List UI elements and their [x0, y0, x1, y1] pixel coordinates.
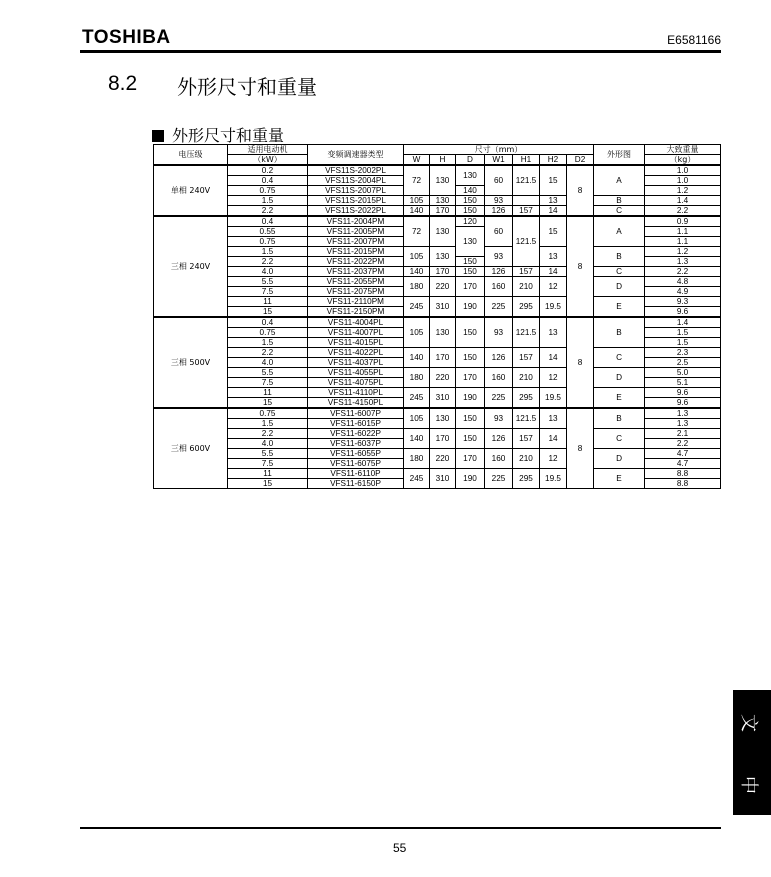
drawing-cell: C: [594, 348, 645, 368]
w-cell: 180: [404, 449, 430, 469]
h1-cell: 295: [513, 469, 540, 489]
h2-cell: 19.5: [540, 388, 567, 409]
weight-cell: 8.8: [645, 479, 721, 489]
table-row: [154, 469, 721, 479]
header-d: D: [456, 155, 485, 166]
voltage-cell: 三相 240V: [154, 216, 228, 317]
d-cell: 150: [456, 429, 485, 449]
h-cell: 130: [430, 216, 456, 247]
w-cell: 180: [404, 277, 430, 297]
header-w1: W1: [485, 155, 513, 166]
dimensions-weight-table: [153, 144, 721, 489]
table-row: [154, 247, 721, 257]
weight-cell: 1.1: [645, 237, 721, 247]
h1-cell: 295: [513, 388, 540, 409]
weight-cell: 4.8: [645, 277, 721, 287]
weight-cell: 4.7: [645, 449, 721, 459]
d-cell: 190: [456, 388, 485, 409]
d-cell: 190: [456, 469, 485, 489]
h2-cell: 15: [540, 216, 567, 247]
weight-cell: 1.0: [645, 165, 721, 176]
kw-cell: 0.4: [228, 216, 308, 227]
kw-cell: 2.2: [228, 348, 308, 358]
weight-cell: 0.9: [645, 216, 721, 227]
model-cell: VFS11-2110PM: [308, 297, 404, 307]
h1-cell: 210: [513, 449, 540, 469]
kw-cell: 0.2: [228, 165, 308, 176]
header-motor-unit: （kW）: [228, 155, 308, 166]
d-cell: 150: [456, 408, 485, 429]
model-cell: VFS11-6022P: [308, 429, 404, 439]
d-cell: 130: [456, 227, 485, 257]
h2-cell: 13: [540, 408, 567, 429]
w1-cell: 93: [485, 196, 513, 206]
kw-cell: 15: [228, 479, 308, 489]
w-cell: 245: [404, 469, 430, 489]
kw-cell: 1.5: [228, 196, 308, 206]
w-cell: 140: [404, 348, 430, 368]
d-cell: 150: [456, 348, 485, 368]
w1-cell: 60: [485, 216, 513, 247]
w-cell: 72: [404, 216, 430, 247]
d-cell: 140: [456, 186, 485, 196]
kw-cell: 2.2: [228, 206, 308, 217]
model-cell: VFS11S-2022PL: [308, 206, 404, 217]
h-cell: 130: [430, 408, 456, 429]
weight-cell: 1.2: [645, 186, 721, 196]
table-row: [154, 348, 721, 358]
model-cell: VFS11-6075P: [308, 459, 404, 469]
table-row: [154, 267, 721, 277]
d2-cell: 8: [567, 165, 594, 216]
header-weight-unit: （kg）: [645, 155, 721, 166]
model-cell: VFS11-4004PL: [308, 317, 404, 328]
model-cell: VFS11-2015PM: [308, 247, 404, 257]
side-tab-char: 文: [738, 714, 759, 732]
header-dimensions: 尺寸（mm）: [404, 145, 594, 155]
h-cell: 170: [430, 267, 456, 277]
square-bullet-icon: [152, 130, 164, 142]
drawing-cell: E: [594, 469, 645, 489]
h2-cell: 14: [540, 348, 567, 368]
w1-cell: 93: [485, 247, 513, 267]
model-cell: VFS11S-2007PL: [308, 186, 404, 196]
h2-cell: 12: [540, 277, 567, 297]
h2-cell: 13: [540, 247, 567, 267]
toshiba-logo: TOSHIBA: [82, 27, 171, 48]
d-cell: 150: [456, 257, 485, 267]
kw-cell: 0.4: [228, 317, 308, 328]
weight-cell: 1.1: [645, 227, 721, 237]
w1-cell: 60: [485, 165, 513, 196]
h2-cell: 13: [540, 196, 567, 206]
weight-cell: 9.6: [645, 398, 721, 409]
kw-cell: 1.5: [228, 338, 308, 348]
d2-cell: 8: [567, 408, 594, 489]
kw-cell: 1.5: [228, 247, 308, 257]
model-cell: VFS11-2004PM: [308, 216, 404, 227]
kw-cell: 11: [228, 388, 308, 398]
weight-cell: 2.5: [645, 358, 721, 368]
kw-cell: 4.0: [228, 439, 308, 449]
drawing-cell: B: [594, 408, 645, 429]
w1-cell: 93: [485, 408, 513, 429]
h1-cell: 121.5: [513, 317, 540, 348]
table-row: [154, 196, 721, 206]
w1-cell: 160: [485, 368, 513, 388]
header-h2: H2: [540, 155, 567, 166]
section-title: 外形尺寸和重量: [177, 75, 317, 99]
drawing-cell: C: [594, 429, 645, 449]
table-row: [154, 388, 721, 398]
d-cell: 170: [456, 277, 485, 297]
w1-cell: 225: [485, 469, 513, 489]
kw-cell: 5.5: [228, 277, 308, 287]
weight-cell: 2.3: [645, 348, 721, 358]
d-cell: 120: [456, 216, 485, 227]
w-cell: 72: [404, 165, 430, 196]
model-cell: VFS11-2150PM: [308, 307, 404, 318]
model-cell: VFS11-2005PM: [308, 227, 404, 237]
model-cell: VFS11-2075PM: [308, 287, 404, 297]
header-d2: D2: [567, 155, 594, 166]
w-cell: 105: [404, 196, 430, 206]
kw-cell: 0.75: [228, 328, 308, 338]
drawing-cell: B: [594, 196, 645, 206]
model-cell: VFS11-4150PL: [308, 398, 404, 409]
drawing-cell: E: [594, 388, 645, 409]
header-h: H: [430, 155, 456, 166]
model-cell: VFS11-4110PL: [308, 388, 404, 398]
w1-cell: 126: [485, 348, 513, 368]
h1-cell: 157: [513, 429, 540, 449]
kw-cell: 0.55: [228, 227, 308, 237]
header-w: W: [404, 155, 430, 166]
w-cell: 140: [404, 267, 430, 277]
weight-cell: 1.3: [645, 408, 721, 419]
model-cell: VFS11S-2002PL: [308, 165, 404, 176]
kw-cell: 15: [228, 398, 308, 409]
voltage-cell: 三相 600V: [154, 408, 228, 489]
drawing-cell: D: [594, 449, 645, 469]
h1-cell: 210: [513, 368, 540, 388]
d-cell: 190: [456, 297, 485, 318]
table-row: [154, 368, 721, 378]
page-number: 55: [393, 841, 407, 855]
model-cell: VFS11-6037P: [308, 439, 404, 449]
kw-cell: 2.2: [228, 429, 308, 439]
model-cell: VFS11-6110P: [308, 469, 404, 479]
h1-cell: 295: [513, 297, 540, 318]
w1-cell: 93: [485, 317, 513, 348]
h-cell: 130: [430, 247, 456, 267]
table-row: [154, 277, 721, 287]
table-row: [154, 206, 721, 217]
kw-cell: 15: [228, 307, 308, 318]
table-row: [154, 429, 721, 439]
drawing-cell: B: [594, 247, 645, 267]
weight-cell: 1.4: [645, 196, 721, 206]
drawing-cell: A: [594, 165, 645, 196]
drawing-cell: D: [594, 368, 645, 388]
model-cell: VFS11S-2015PL: [308, 196, 404, 206]
model-cell: VFS11S-2004PL: [308, 176, 404, 186]
h-cell: 220: [430, 277, 456, 297]
kw-cell: 7.5: [228, 378, 308, 388]
h2-cell: 12: [540, 449, 567, 469]
model-cell: VFS11-6150P: [308, 479, 404, 489]
header-motor: 适用电动机: [228, 145, 308, 155]
h1-cell: 121.5: [513, 216, 540, 267]
kw-cell: 5.5: [228, 449, 308, 459]
h-cell: 220: [430, 368, 456, 388]
voltage-cell: 三相 500V: [154, 317, 228, 408]
w1-cell: 160: [485, 449, 513, 469]
w1-cell: 160: [485, 277, 513, 297]
w1-cell: 126: [485, 206, 513, 217]
drawing-cell: C: [594, 206, 645, 217]
h1-cell: 157: [513, 267, 540, 277]
d-cell: 170: [456, 368, 485, 388]
h2-cell: 13: [540, 317, 567, 348]
h1-cell: 121.5: [513, 408, 540, 429]
section-number: 8.2: [108, 72, 138, 95]
h2-cell: 12: [540, 368, 567, 388]
header-weight: 大致重量: [645, 145, 721, 155]
table-row: [154, 449, 721, 459]
model-cell: VFS11-6015P: [308, 419, 404, 429]
model-cell: VFS11-4007PL: [308, 328, 404, 338]
drawing-cell: E: [594, 297, 645, 318]
weight-cell: 9.3: [645, 297, 721, 307]
model-cell: VFS11-2037PM: [308, 267, 404, 277]
h1-cell: 157: [513, 206, 540, 217]
h1-cell: [513, 196, 540, 206]
footer-rule: [80, 827, 721, 829]
h2-cell: 19.5: [540, 469, 567, 489]
h2-cell: 14: [540, 206, 567, 217]
weight-cell: 1.3: [645, 257, 721, 267]
kw-cell: 11: [228, 469, 308, 479]
voltage-cell: 单相 240V: [154, 165, 228, 216]
drawing-cell: B: [594, 317, 645, 348]
h-cell: 220: [430, 449, 456, 469]
h2-cell: 14: [540, 429, 567, 449]
subheading: [152, 123, 284, 146]
kw-cell: 4.0: [228, 267, 308, 277]
table-row: [154, 216, 721, 227]
h2-cell: 19.5: [540, 297, 567, 318]
w1-cell: 126: [485, 267, 513, 277]
weight-cell: 5.1: [645, 378, 721, 388]
h1-cell: 157: [513, 348, 540, 368]
model-cell: VFS11-4022PL: [308, 348, 404, 358]
w-cell: 140: [404, 206, 430, 217]
language-side-tab: [733, 690, 771, 815]
w1-cell: 225: [485, 297, 513, 318]
subheading-text: 外形尺寸和重量: [172, 126, 285, 145]
kw-cell: 11: [228, 297, 308, 307]
h2-cell: 15: [540, 165, 567, 196]
model-cell: VFS11-4037PL: [308, 358, 404, 368]
d-cell: 150: [456, 196, 485, 206]
kw-cell: 7.5: [228, 459, 308, 469]
kw-cell: 0.75: [228, 408, 308, 419]
h-cell: 170: [430, 429, 456, 449]
d-cell: 150: [456, 206, 485, 217]
weight-cell: 9.6: [645, 388, 721, 398]
header-drawing: 外形图: [594, 145, 645, 166]
w-cell: 245: [404, 388, 430, 409]
model-cell: VFS11-2007PM: [308, 237, 404, 247]
d2-cell: 8: [567, 317, 594, 408]
drawing-cell: D: [594, 277, 645, 297]
model-cell: VFS11-2022PM: [308, 257, 404, 267]
kw-cell: 0.4: [228, 176, 308, 186]
weight-cell: 5.0: [645, 368, 721, 378]
kw-cell: 0.75: [228, 237, 308, 247]
weight-cell: 2.1: [645, 429, 721, 439]
weight-cell: 2.2: [645, 206, 721, 217]
kw-cell: 0.75: [228, 186, 308, 196]
weight-cell: 4.7: [645, 459, 721, 469]
weight-cell: 8.8: [645, 469, 721, 479]
kw-cell: 5.5: [228, 368, 308, 378]
h1-cell: 210: [513, 277, 540, 297]
weight-cell: 1.5: [645, 328, 721, 338]
d-cell: 150: [456, 317, 485, 348]
d-cell: 130: [456, 165, 485, 186]
table-row: [154, 317, 721, 328]
h-cell: 310: [430, 469, 456, 489]
d-cell: 170: [456, 449, 485, 469]
kw-cell: 2.2: [228, 257, 308, 267]
weight-cell: 2.2: [645, 439, 721, 449]
w-cell: 105: [404, 317, 430, 348]
h2-cell: 14: [540, 267, 567, 277]
weight-cell: 4.9: [645, 287, 721, 297]
model-cell: VFS11-6007P: [308, 408, 404, 419]
header-model: 变频调速器类型: [308, 145, 404, 166]
header-voltage: 电压级: [154, 145, 228, 166]
w1-cell: 126: [485, 429, 513, 449]
h-cell: 130: [430, 317, 456, 348]
model-cell: VFS11-6055P: [308, 449, 404, 459]
side-tab-char: 中: [738, 776, 759, 794]
table-row: [154, 297, 721, 307]
w1-cell: 225: [485, 388, 513, 409]
header-rule: [80, 50, 721, 53]
w-cell: 140: [404, 429, 430, 449]
model-cell: VFS11-4075PL: [308, 378, 404, 388]
kw-cell: 1.5: [228, 419, 308, 429]
w-cell: 105: [404, 408, 430, 429]
header-h1: H1: [513, 155, 540, 166]
table-row: [154, 165, 721, 176]
d-cell: 150: [456, 267, 485, 277]
kw-cell: 7.5: [228, 287, 308, 297]
kw-cell: 4.0: [228, 358, 308, 368]
w-cell: 105: [404, 247, 430, 267]
weight-cell: 1.4: [645, 317, 721, 328]
model-cell: VFS11-4055PL: [308, 368, 404, 378]
weight-cell: 1.3: [645, 419, 721, 429]
table-row: [154, 408, 721, 419]
d2-cell: 8: [567, 216, 594, 317]
h-cell: 310: [430, 297, 456, 318]
w-cell: 180: [404, 368, 430, 388]
h-cell: 130: [430, 196, 456, 206]
drawing-cell: A: [594, 216, 645, 247]
weight-cell: 2.2: [645, 267, 721, 277]
h-cell: 130: [430, 165, 456, 196]
model-cell: VFS11-4015PL: [308, 338, 404, 348]
w-cell: 245: [404, 297, 430, 318]
weight-cell: 1.2: [645, 247, 721, 257]
drawing-cell: C: [594, 267, 645, 277]
h-cell: 310: [430, 388, 456, 409]
document-number: E6581166: [667, 33, 721, 47]
weight-cell: 1.5: [645, 338, 721, 348]
h1-cell: 121.5: [513, 165, 540, 196]
h-cell: 170: [430, 206, 456, 217]
weight-cell: 9.6: [645, 307, 721, 318]
h-cell: 170: [430, 348, 456, 368]
weight-cell: 1.0: [645, 176, 721, 186]
model-cell: VFS11-2055PM: [308, 277, 404, 287]
